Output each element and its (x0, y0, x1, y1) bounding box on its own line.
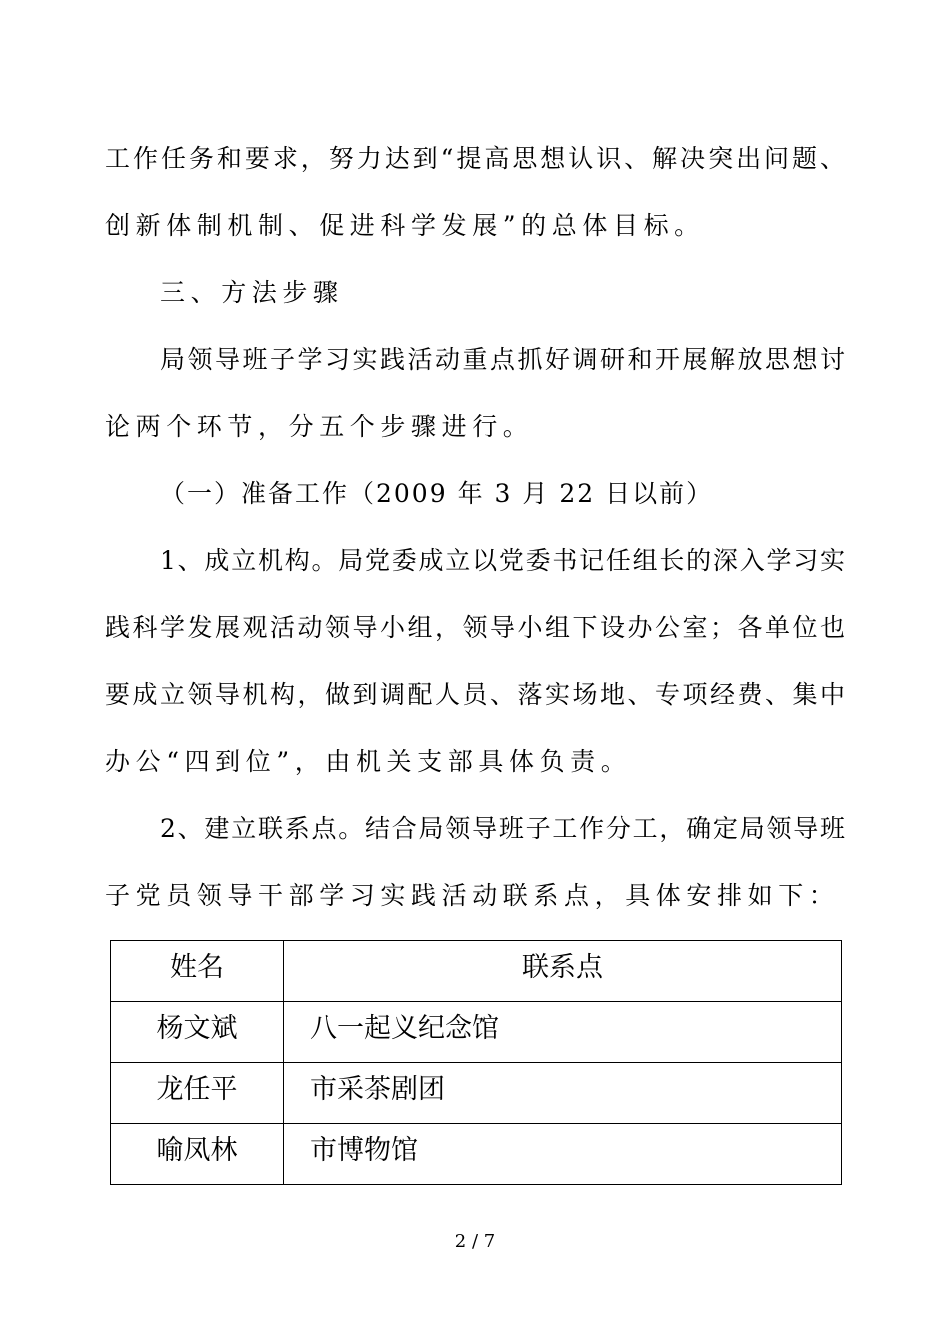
table-row (111, 1124, 842, 1185)
paragraph-line: 子党员领导干部学习实践活动联系点，具体安排如下： (105, 881, 840, 910)
paragraph-line: 工作任务和要求，努力达到“提高思想认识、解决突出问题、 (105, 144, 845, 173)
paragraph-line: 局领导班子学习实践活动重点抓好调研和开展解放思想讨 (160, 345, 845, 374)
contact-point-table (110, 940, 842, 1185)
cell-name: 龙任平 (111, 1063, 284, 1124)
paragraph-line: 要成立领导机构，做到调配人员、落实场地、专项经费、集中 (105, 680, 845, 709)
table-row (111, 1063, 842, 1124)
paragraph-line: 办公“四到位”，由机关支部具体负责。 (105, 747, 632, 776)
paragraph-line: 创新体制机制、促进科学发展”的总体目标。 (105, 211, 705, 240)
paragraph-line: 论两个环节，分五个步骤进行。 (105, 412, 534, 441)
cell-name: 喻凤林 (111, 1124, 284, 1185)
table-header-row (111, 941, 842, 1002)
subsection-heading: （一）准备工作（2009 年 3 月 22 日以前） (160, 479, 714, 508)
paragraph-line: 1、成立机构。局党委成立以党委书记任组长的深入学习实 (160, 546, 845, 575)
cell-contact-point: 市采茶剧团 (284, 1063, 842, 1124)
header-name: 姓名 (111, 941, 284, 1002)
section-heading: 三、方法步骤 (160, 278, 344, 307)
cell-contact-point: 市博物馆 (284, 1124, 842, 1185)
cell-name: 杨文斌 (111, 1002, 284, 1063)
paragraph-line: 践科学发展观活动领导小组，领导小组下设办公室；各单位也 (105, 613, 845, 642)
page-number: 2 / 7 (454, 1231, 496, 1252)
paragraph-line: 2、建立联系点。结合局领导班子工作分工，确定局领导班 (160, 814, 845, 843)
header-contact-point: 联系点 (284, 941, 842, 1002)
cell-contact-point: 八一起义纪念馆 (284, 1002, 842, 1063)
table-row (111, 1002, 842, 1063)
